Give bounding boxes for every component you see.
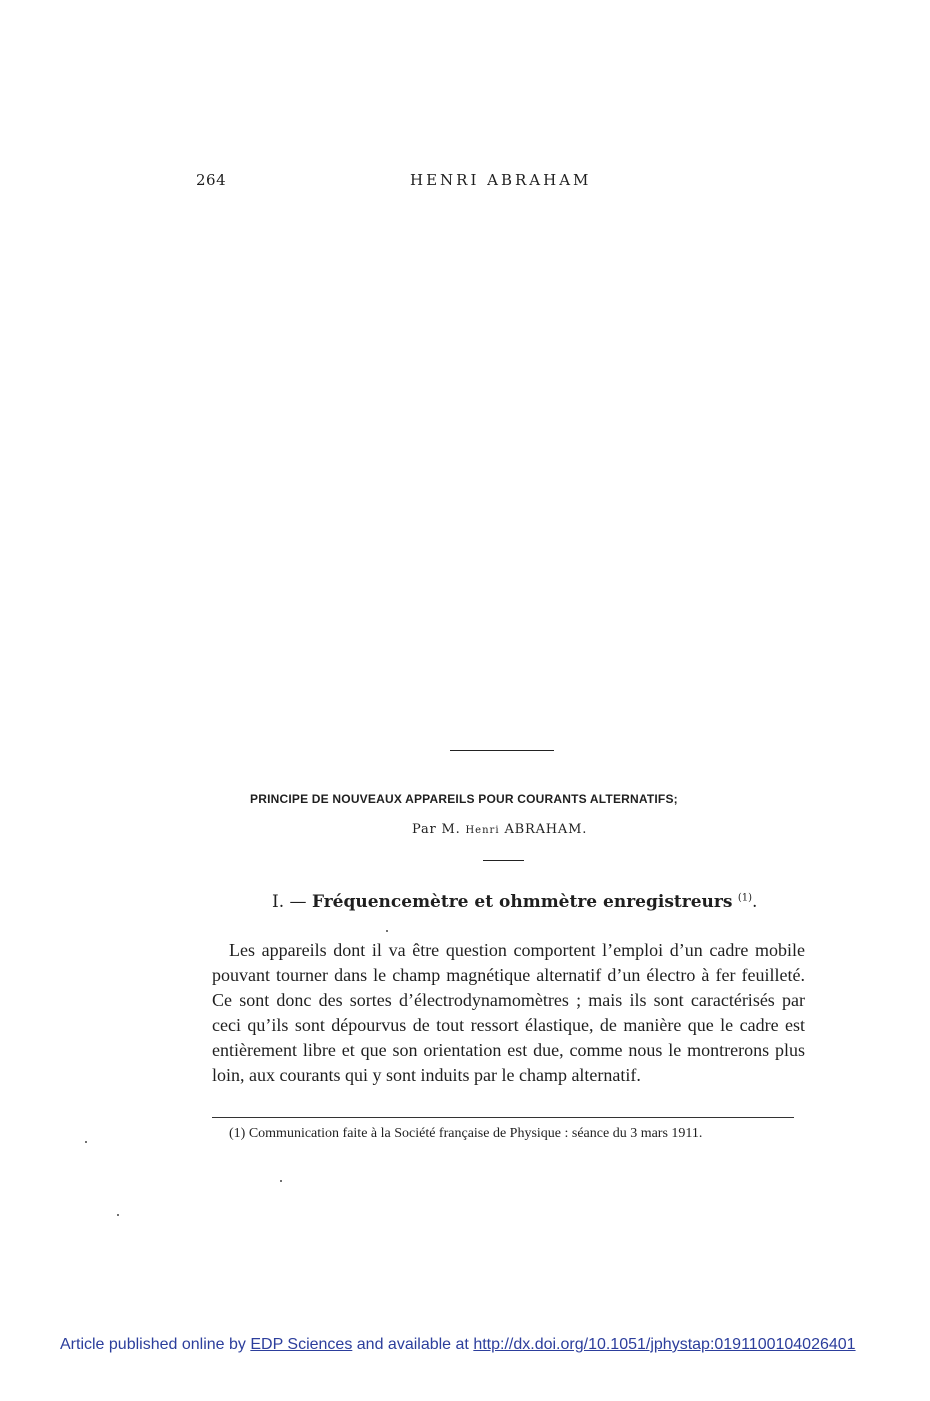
footnote-mark: (1) <box>229 1126 246 1141</box>
footnote-reference: (1) <box>737 892 752 904</box>
short-rule <box>483 860 524 861</box>
footnote <box>212 1125 805 1142</box>
publisher-banner <box>60 1336 856 1354</box>
running-head: HENRI ABRAHAM <box>410 171 592 189</box>
page-number: 264 <box>196 171 227 189</box>
doi-link[interactable]: http://dx.doi.org/10.1051/jphystap:0191100104026401 <box>473 1336 856 1353</box>
paragraph: Les appareils dont il va être question comportent l’emploi d’un cadre mobile pouvant tourner dans le champ magnétique alternatif d’un électro à fer feuilleté. Ce sont donc des sortes d’électrodynamomètres ; mais ils sont caractérisés par ceci qu’ils sont dépourvus de tout ressort élastique, de manière que le cadre est entièrement libre et que son orientation est due, comme nous le montrerons plus loin, aux courants qui y sont induits par le champ alternatif. <box>212 940 805 1085</box>
article-title: PRINCIPE DE NOUVEAUX APPAREILS POUR COURANTS ALTERNATIFS; <box>250 792 678 806</box>
banner-middle: and available at <box>356 1336 469 1353</box>
section-heading <box>272 892 757 912</box>
scan-speck <box>280 1180 282 1182</box>
scan-speck <box>117 1214 119 1216</box>
author-first-name: Henri <box>465 825 500 836</box>
author-last-name: ABRAHAM. <box>504 822 588 837</box>
section-end: . <box>752 892 758 912</box>
section-number: I. — <box>272 892 307 912</box>
separator-rule <box>450 750 554 751</box>
scan-speck <box>85 1141 87 1143</box>
footnote-rule <box>212 1117 794 1118</box>
footnote-text: Communication faite à la Société française de Physique : séance du 3 mars 1911. <box>248 1126 703 1141</box>
author-prefix: Par M. <box>412 822 461 837</box>
body-text <box>212 938 805 1088</box>
scan-speck <box>386 930 388 932</box>
section-title: Fréquencemètre et ohmmètre enregistreurs <box>311 892 733 912</box>
banner-prefix: Article published online by <box>60 1336 246 1353</box>
publisher-link[interactable]: EDP Sciences <box>250 1336 353 1353</box>
author-line <box>412 822 587 837</box>
